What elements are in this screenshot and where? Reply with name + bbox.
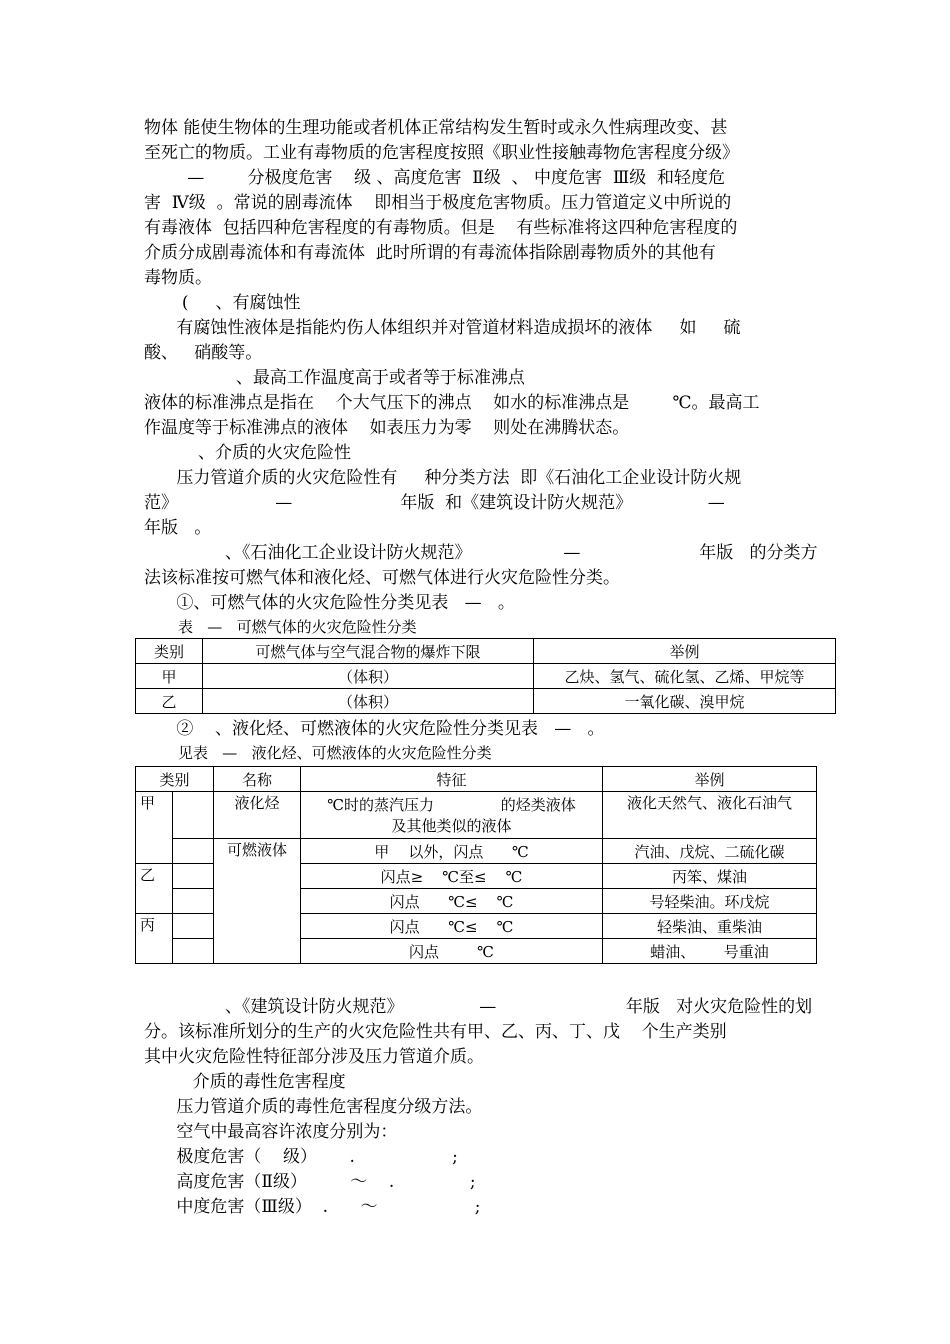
text-line-17: 年版 。 bbox=[144, 518, 212, 538]
table-header-cell: 名称 bbox=[214, 767, 301, 792]
table-cell: 蜡油、 号重油 bbox=[603, 939, 817, 964]
section-heading-corrosive: ( 、有腐蚀性 bbox=[144, 293, 301, 313]
text-line-16: 范》 — 年版 和《建筑设计防火规范》 — bbox=[144, 493, 725, 513]
text-line-12: 液体的标准沸点是指在 个大气压下的沸点 如水的标准沸点是 ℃。最高工 bbox=[144, 393, 760, 413]
table-cell-class: 甲 bbox=[136, 792, 173, 864]
table-header-cell: 举例 bbox=[534, 639, 836, 664]
table-cell: （体积） bbox=[203, 689, 534, 714]
table-cell: 一氧化碳、溴甲烷 bbox=[534, 689, 836, 714]
table-liquefied-hydrocarbon bbox=[135, 766, 817, 964]
table-cell-class: 丙 bbox=[136, 914, 173, 964]
text-line-19: 法该标准按可燃气体和液化烃、可燃气体进行火灾危险性分类。 bbox=[144, 568, 620, 588]
table-cell: 丙笨、煤油 bbox=[603, 864, 817, 889]
table-cell: 闪点 ℃ bbox=[301, 939, 603, 964]
text-line-20: ①、可燃气体的火灾危险性分类见表 — 。 bbox=[144, 593, 515, 613]
table-cell bbox=[173, 889, 214, 914]
table-cell: 号轻柴油。环戊烷 bbox=[603, 889, 817, 914]
table-row bbox=[136, 839, 817, 864]
table-cell: 液化天然气、液化石油气 bbox=[603, 792, 817, 839]
table-row bbox=[136, 664, 836, 689]
table-cell: 闪点≥ ℃至≤ ℃ bbox=[301, 864, 603, 889]
table-cell bbox=[173, 792, 214, 839]
table-cell: 甲 以外，闪点 ℃ bbox=[301, 839, 603, 864]
table-cell: 闪点 ℃≤ ℃ bbox=[301, 889, 603, 914]
text-line-moderate-hazard: 中度危害（Ⅲ级） . ～ ; bbox=[144, 1197, 481, 1217]
text-line: 空气中最高容许浓度分别为： bbox=[144, 1122, 398, 1142]
text-line-extreme-hazard: 极度危害（ 级） . ; bbox=[144, 1147, 458, 1167]
text-line-13: 作温度等于标准沸点的液体 如表压力为零 则处在沸腾状态。 bbox=[144, 418, 630, 438]
table-cell-name: 液化烃 bbox=[214, 792, 301, 839]
table-header-cell: 举例 bbox=[603, 767, 817, 792]
text-line-3: — 分极度危害 级 、高度危害 Ⅱ级 、 中度危害 Ⅲ级 和轻度危 bbox=[144, 168, 726, 188]
text-line-building-code: 、《建筑设计防火规范》 — 年版 对火灾危险性的划 bbox=[144, 997, 813, 1017]
text-line-15: 压力管道介质的火灾危险性有 种分类方法 即《石油化工企业设计防火规 bbox=[144, 468, 742, 488]
table-header-cell: 类别 bbox=[136, 767, 214, 792]
table-flammable-gas bbox=[135, 638, 836, 714]
text-line-6: 介质分成剧毒流体和有毒流体 此时所谓的有毒流体指除剧毒物质外的其他有 bbox=[144, 243, 716, 263]
table-cell-name: 可燃液体 bbox=[214, 839, 301, 964]
text-line-4: 害 Ⅳ级 。常说的剧毒流体 即相当于极度危害物质。压力管道定义中所说的 bbox=[144, 193, 732, 213]
table-cell-class: 乙 bbox=[136, 864, 173, 914]
text-line: 其中火灾危险性特征部分涉及压力管道介质。 bbox=[144, 1047, 484, 1067]
text-line-7: 毒物质。 bbox=[144, 268, 212, 288]
text-line-9: 有腐蚀性液体是指能灼伤人体组织并对管道材料造成损坏的液体 如 硫 bbox=[144, 318, 741, 338]
table-cell: 汽油、戊烷、二硫化碳 bbox=[603, 839, 817, 864]
table1-caption: 表 — 可燃气体的火灾危险性分类 bbox=[178, 618, 417, 636]
table-cell bbox=[173, 939, 214, 964]
text-line-18: 、《石油化工企业设计防火规范》 — 年版 的分类方 bbox=[144, 543, 818, 563]
table-cell: ℃时的蒸汽压力 的烃类液体 及其他类似的液体 bbox=[301, 792, 603, 839]
text-line-10: 酸、 硝酸等。 bbox=[144, 343, 263, 363]
table-cell: 乙炔、氢气、硫化氢、乙烯、甲烷等 bbox=[534, 664, 836, 689]
table-header-row bbox=[136, 767, 817, 792]
table-header-row bbox=[136, 639, 836, 664]
table-header-cell: 特征 bbox=[301, 767, 603, 792]
text-line-1: 物体 能使生物体的生理功能或者机体正常结构发生暂时或永久性病理改变、甚 bbox=[144, 118, 728, 138]
text-line-high-hazard: 高度危害（Ⅱ级） ～ . ; bbox=[144, 1172, 476, 1192]
table-cell: 乙 bbox=[136, 689, 203, 714]
table-cell bbox=[173, 914, 214, 939]
table-cell bbox=[173, 864, 214, 889]
section-heading-toxicity: 介质的毒性危害程度 bbox=[144, 1072, 346, 1092]
section-heading-boiling-point: 、最高工作温度高于或者等于标准沸点 bbox=[144, 368, 525, 388]
table-row bbox=[136, 689, 836, 714]
text-line-5: 有毒液体 包括四种危害程度的有毒物质。但是 有些标准将这四种危害程度的 bbox=[144, 218, 738, 238]
table2-intro: ② 、液化烃、可燃液体的火灾危险性分类见表 — 。 bbox=[144, 719, 605, 739]
table-row bbox=[136, 792, 817, 839]
table-header-cell: 可燃气体与空气混合物的爆炸下限 bbox=[203, 639, 534, 664]
table2-caption: 见表 — 液化烃、可燃液体的火灾危险性分类 bbox=[178, 744, 492, 762]
table-cell bbox=[173, 839, 214, 864]
text-line: 分。该标准所划分的生产的火灾危险性共有甲、乙、丙、丁、戊 个生产类别 bbox=[144, 1022, 727, 1042]
section-heading-fire-hazard: 、介质的火灾危险性 bbox=[144, 443, 352, 463]
table-cell: 甲 bbox=[136, 664, 203, 689]
text-line-2: 至死亡的物质。工业有毒物质的危害程度按照《职业性接触毒物危害程度分级》 bbox=[144, 143, 739, 163]
table-cell: 闪点 ℃≤ ℃ bbox=[301, 914, 603, 939]
table-cell: （体积） bbox=[203, 664, 534, 689]
table-cell: 轻柴油、重柴油 bbox=[603, 914, 817, 939]
table-header-cell: 类别 bbox=[136, 639, 203, 664]
text-line: 压力管道介质的毒性危害程度分级方法。 bbox=[144, 1097, 483, 1117]
